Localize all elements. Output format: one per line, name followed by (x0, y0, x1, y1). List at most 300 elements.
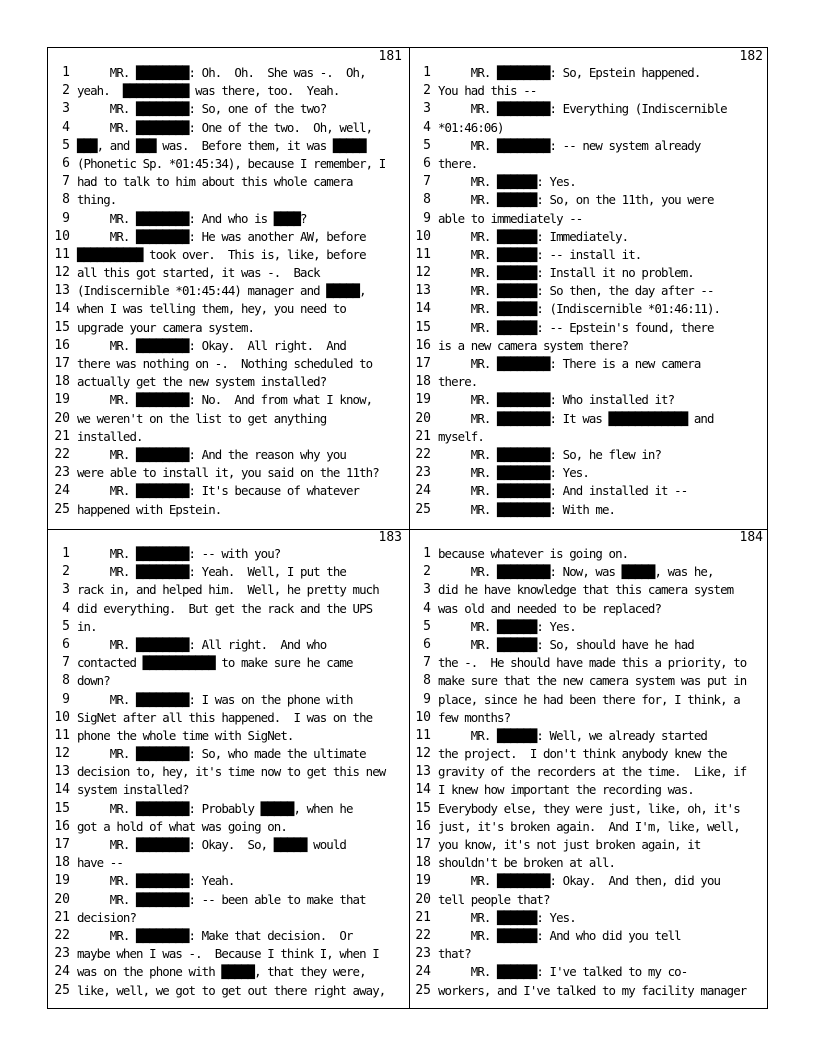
line-number: 3 (423, 101, 431, 117)
transcript-line (48, 210, 408, 228)
line-number: 16 (54, 818, 70, 834)
line-text: because whatever is going on. (438, 546, 629, 561)
transcript-line (409, 446, 769, 464)
transcript-line (48, 391, 408, 409)
line-number: 14 (54, 301, 70, 317)
line-text: decision to, hey, it's time now to get this new (77, 764, 386, 780)
transcript-line (409, 781, 769, 799)
transcript-line (409, 727, 769, 745)
line-number: 1 (423, 65, 431, 80)
line-text: MR. ████████: Probably █████, when he (77, 800, 353, 816)
line-text: have -- (77, 855, 123, 871)
line-text: MR. ████████: No. And from what I know, (77, 392, 373, 408)
transcript-line (48, 745, 408, 763)
line-text: MR. ████████: I was on the phone with (77, 691, 353, 707)
transcript-line (409, 464, 769, 482)
transcript-line (409, 210, 769, 228)
line-number: 13 (54, 764, 70, 780)
line-text: MR. ████████: -- with you? (77, 546, 281, 561)
line-text: MR. ████████: Okay. All right. And (77, 337, 346, 353)
transcript-line (409, 264, 769, 282)
line-number: 6 (423, 636, 431, 652)
line-text: myself. (438, 428, 484, 444)
line-number: 11 (54, 727, 70, 743)
transcript-line (48, 82, 408, 100)
transcript-line (48, 654, 408, 672)
line-number: 17 (54, 837, 70, 852)
line-text: had to talk to him about this whole camera (77, 174, 353, 190)
line-text: when I was telling them, hey, you need to (77, 301, 346, 317)
line-number: 3 (62, 582, 70, 598)
line-text: we weren't on the list to get anything (77, 410, 327, 426)
transcript-line (409, 337, 769, 355)
line-number: 5 (62, 137, 70, 153)
transcript-line (409, 836, 769, 854)
line-number: 2 (423, 83, 431, 99)
transcript-line (48, 228, 408, 246)
transcript-line (409, 800, 769, 818)
transcript-line (409, 410, 769, 428)
line-text: MR. ████████: Okay. So, █████ would (77, 837, 346, 852)
transcript-line (409, 482, 769, 500)
line-number: 16 (54, 337, 70, 353)
line-text: the -. He should have made this a priority, to (438, 655, 747, 671)
transcript-line (48, 410, 408, 428)
line-number: 17 (54, 356, 70, 371)
line-number: 7 (423, 655, 431, 671)
transcript-line (48, 545, 408, 563)
line-number: 15 (54, 319, 70, 335)
line-number: 20 (54, 410, 70, 426)
transcript-line (409, 891, 769, 909)
transcript-line (409, 618, 769, 636)
line-text: MR. ████████: So, he flew in? (438, 446, 662, 462)
line-number: 7 (62, 174, 70, 190)
line-text: MR. ████████: Yeah. (77, 873, 235, 889)
transcript-line (409, 672, 769, 690)
transcript-line (48, 563, 408, 581)
line-text: that? (438, 946, 471, 962)
line-number: 3 (62, 101, 70, 117)
line-number: 20 (54, 891, 70, 907)
line-number: 12 (54, 265, 70, 281)
line-text: tell people that? (438, 891, 550, 907)
line-text: MR. ████████: Make that decision. Or (77, 927, 353, 943)
transcript-line (409, 191, 769, 209)
line-text: got a hold of what was going on. (77, 818, 287, 834)
line-number: 1 (423, 546, 431, 561)
line-number: 25 (54, 501, 70, 517)
line-text: MR. ██████: I've talked to my co- (438, 964, 688, 980)
line-number: 13 (415, 283, 431, 299)
line-text: MR. ████████: And who is ████? (77, 210, 307, 226)
line-number: 10 (415, 228, 431, 244)
line-number: 1 (62, 546, 70, 561)
transcript-line (48, 963, 408, 981)
transcript-line (48, 319, 408, 337)
line-text: MR. ██████: Immediately. (438, 228, 629, 244)
transcript-line (409, 373, 769, 391)
transcript-line (48, 137, 408, 155)
line-number: 3 (423, 582, 431, 598)
transcript-line (409, 228, 769, 246)
line-text: was on the phone with █████, that they were, (77, 964, 366, 980)
line-text: contacted ███████████ to make sure he came (77, 655, 353, 671)
line-number: 19 (415, 873, 431, 889)
line-text: MR. ██████: Install it no problem. (438, 265, 694, 281)
line-number: 9 (423, 691, 431, 707)
line-number: 19 (415, 392, 431, 408)
line-number: 6 (423, 155, 431, 171)
transcript-line (48, 581, 408, 599)
transcript-line (409, 945, 769, 963)
line-number: 7 (62, 655, 70, 671)
transcript-page-184 (409, 529, 769, 1009)
transcript-line (409, 64, 769, 82)
line-text: down? (77, 673, 110, 689)
line-number: 7 (423, 174, 431, 190)
line-number: 21 (415, 428, 431, 444)
line-text: MR. ████████: All right. And who (77, 636, 327, 652)
line-number: 23 (415, 946, 431, 962)
transcript-line (409, 600, 769, 618)
line-text: MR. ████████: And the reason why you (77, 446, 346, 462)
transcript-line (409, 563, 769, 581)
transcript-line (409, 927, 769, 945)
transcript-line (48, 836, 408, 854)
transcript-line (48, 191, 408, 209)
line-list (48, 64, 408, 519)
line-text: phone the whole time with SigNet. (77, 727, 294, 743)
line-number: 18 (415, 855, 431, 871)
line-number: 19 (54, 873, 70, 889)
line-number: 12 (415, 265, 431, 281)
line-text: MR. ████████: One of the two. Oh, well, (77, 119, 373, 135)
transcript-line (409, 872, 769, 890)
line-text: (Phonetic Sp. *01:45:34), because I remember, I (77, 155, 386, 171)
line-number: 24 (54, 964, 70, 980)
line-text: just, it's broken again. And I'm, like, well, (438, 818, 740, 834)
line-list (409, 545, 769, 1000)
line-number: 11 (415, 246, 431, 262)
line-number: 21 (54, 909, 70, 925)
transcript-line (48, 64, 408, 82)
transcript-line (48, 428, 408, 446)
page-number: 184 (739, 530, 763, 545)
line-text: installed. (77, 428, 143, 444)
line-text: MR. ████████: It's because of whatever (77, 483, 360, 499)
line-number: 18 (54, 374, 70, 390)
line-text: MR. ████████: Who installed it? (438, 392, 675, 408)
line-text: MR. ██████: So, on the 11th, you were (438, 192, 714, 208)
line-number: 22 (415, 446, 431, 462)
transcript-line (48, 173, 408, 191)
line-text: shouldn't be broken at all. (438, 855, 616, 871)
line-number: 22 (415, 927, 431, 943)
line-number: 13 (415, 764, 431, 780)
line-text: MR. ██████: Yes. (438, 618, 576, 634)
page-number: 183 (378, 530, 402, 545)
line-text: MR. ████████: Okay. And then, did you (438, 873, 721, 889)
line-text: system installed? (77, 782, 189, 798)
line-text: few months? (438, 709, 511, 725)
line-number: 6 (62, 155, 70, 171)
line-text: MR. ████████: There is a new camera (438, 356, 701, 371)
transcript-line (48, 982, 408, 1000)
line-number: 18 (415, 374, 431, 390)
line-text: MR. ██████: Yes. (438, 909, 576, 925)
transcript-line (409, 355, 769, 373)
transcript-line (409, 428, 769, 446)
line-text: maybe when I was -. Because I think I, when I (77, 946, 379, 962)
line-number: 25 (54, 982, 70, 998)
line-text: *01:46:06) (438, 119, 504, 135)
transcript-line (409, 82, 769, 100)
line-text: MR. ████████: So, Epstein happened. (438, 65, 701, 80)
line-text: Everybody else, they were just, like, oh, it's (438, 800, 740, 816)
line-text: MR. ██████: Yes. (438, 174, 576, 190)
line-number: 22 (54, 446, 70, 462)
line-text: all this got started, it was -. Back (77, 265, 320, 281)
line-text: place, since he had been there for, I think, a (438, 691, 740, 707)
line-text: was old and needed to be replaced? (438, 600, 662, 616)
line-text: in. (77, 618, 97, 634)
transcript-line (409, 545, 769, 563)
line-number: 8 (62, 673, 70, 689)
line-text: able to immediately -- (438, 210, 583, 226)
transcript-line (48, 872, 408, 890)
line-number: 16 (415, 337, 431, 353)
line-text: workers, and I've talked to my facility manager (438, 982, 747, 998)
line-number: 6 (62, 636, 70, 652)
line-text: there. (438, 155, 478, 171)
page-number: 181 (378, 49, 402, 64)
line-number: 20 (415, 410, 431, 426)
line-text: MR. ████████: It was ████████████ and (438, 410, 714, 426)
line-number: 21 (415, 909, 431, 925)
line-number: 11 (415, 727, 431, 743)
transcript-line (409, 173, 769, 191)
line-number: 16 (415, 818, 431, 834)
transcript-line (409, 100, 769, 118)
transcript-line (48, 818, 408, 836)
line-text: were able to install it, you said on the 11th? (77, 465, 379, 481)
line-number: 10 (54, 228, 70, 244)
line-text: make sure that the new camera system was put in (438, 673, 747, 689)
transcript-line (409, 982, 769, 1000)
transcript-line (48, 854, 408, 872)
line-text: ██████████ took over. This is, like, before (77, 246, 366, 262)
line-text: MR. ██████: So, should have he had (438, 636, 694, 652)
transcript-line (48, 464, 408, 482)
transcript-line (409, 282, 769, 300)
transcript-sheet (47, 47, 768, 1009)
line-number: 5 (423, 618, 431, 634)
line-text: upgrade your camera system. (77, 319, 255, 335)
line-number: 23 (415, 465, 431, 481)
line-number: 5 (423, 137, 431, 153)
line-text: rack in, and helped him. Well, he pretty much (77, 582, 379, 598)
line-text: MR. ██████: (Indiscernible *01:46:11). (438, 301, 721, 317)
line-text: MR. ██████: Well, we already started (438, 727, 707, 743)
line-text: thing. (77, 192, 117, 208)
line-text: SigNet after all this happened. I was on the (77, 709, 373, 725)
line-number: 24 (415, 483, 431, 499)
line-text: actually get the new system installed? (77, 374, 327, 390)
line-number: 24 (54, 483, 70, 499)
transcript-line (409, 155, 769, 173)
transcript-line (409, 963, 769, 981)
line-number: 9 (423, 210, 431, 226)
transcript-line (48, 300, 408, 318)
line-text: the project. I don't think anybody knew the (438, 746, 727, 762)
transcript-line (48, 927, 408, 945)
line-text: MR. ████████: -- new system already (438, 137, 701, 153)
line-number: 1 (62, 65, 70, 80)
transcript-line (409, 709, 769, 727)
transcript-line (409, 119, 769, 137)
transcript-line (48, 373, 408, 391)
transcript-line (48, 600, 408, 618)
transcript-line (48, 800, 408, 818)
line-text: MR. ██████: -- Epstein's found, there (438, 319, 714, 335)
line-text: MR. ████████: So, one of the two? (77, 101, 327, 117)
transcript-line (48, 763, 408, 781)
line-number: 23 (54, 946, 70, 962)
line-text: MR. ████████: With me. (438, 501, 616, 517)
transcript-line (48, 781, 408, 799)
transcript-line (48, 100, 408, 118)
line-number: 4 (62, 119, 70, 135)
line-number: 13 (54, 283, 70, 299)
line-number: 14 (415, 782, 431, 798)
transcript-page-182 (409, 48, 769, 528)
line-text: MR. ██████: And who did you tell (438, 927, 681, 943)
transcript-line (409, 636, 769, 654)
line-number: 22 (54, 927, 70, 943)
line-number: 2 (62, 564, 70, 580)
line-number: 15 (54, 800, 70, 816)
transcript-line (409, 909, 769, 927)
transcript-line (409, 391, 769, 409)
line-list (409, 64, 769, 519)
line-number: 10 (415, 709, 431, 725)
line-text: like, well, we got to get out there right away, (77, 982, 386, 998)
line-text: MR. ████████: So, who made the ultimate (77, 746, 366, 762)
transcript-line (48, 636, 408, 654)
line-text: is a new camera system there? (438, 337, 629, 353)
transcript-line (48, 155, 408, 173)
line-text: gravity of the recorders at the time. Like, if (438, 764, 747, 780)
line-text: MR. ██████: -- install it. (438, 246, 642, 262)
line-number: 12 (54, 746, 70, 762)
page-number: 182 (739, 49, 763, 64)
line-text: MR. ████████: Now, was █████, was he, (438, 564, 714, 580)
transcript-line (48, 119, 408, 137)
transcript-line (48, 909, 408, 927)
line-text: (Indiscernible *01:45:44) manager and █████, (77, 283, 366, 299)
line-number: 4 (62, 600, 70, 616)
line-text: MR. ████████: And installed it -- (438, 483, 688, 499)
line-number: 23 (54, 465, 70, 481)
line-text: did he have knowledge that this camera system (438, 582, 734, 598)
line-number: 8 (423, 673, 431, 689)
line-number: 14 (415, 301, 431, 317)
line-text: MR. ████████: Yes. (438, 465, 589, 481)
line-number: 15 (415, 319, 431, 335)
transcript-line (409, 854, 769, 872)
line-text: happened with Epstein. (77, 501, 222, 517)
transcript-line (48, 482, 408, 500)
line-text: decision? (77, 909, 137, 925)
line-text: ███, and ███ was. Before them, it was █████ (77, 137, 366, 153)
transcript-line (48, 691, 408, 709)
line-number: 17 (415, 837, 431, 852)
line-number: 4 (423, 600, 431, 616)
transcript-line (409, 818, 769, 836)
transcript-line (48, 355, 408, 373)
transcript-line (409, 501, 769, 519)
transcript-line (409, 654, 769, 672)
transcript-line (48, 246, 408, 264)
line-number: 9 (62, 210, 70, 226)
line-number: 2 (423, 564, 431, 580)
line-text: yeah. ██████████ was there, too. Yeah. (77, 83, 340, 99)
transcript-line (48, 891, 408, 909)
line-number: 11 (54, 246, 70, 262)
transcript-line (48, 727, 408, 745)
transcript-line (48, 672, 408, 690)
line-number: 9 (62, 691, 70, 707)
transcript-line (409, 137, 769, 155)
transcript-line (48, 945, 408, 963)
line-number: 5 (62, 618, 70, 634)
line-number: 17 (415, 356, 431, 371)
line-text: there was nothing on -. Nothing scheduled to (77, 356, 373, 371)
line-number: 19 (54, 392, 70, 408)
line-text: I knew how important the recording was. (438, 782, 694, 798)
line-number: 8 (423, 192, 431, 208)
line-text: You had this -- (438, 83, 537, 99)
line-number: 21 (54, 428, 70, 444)
line-number: 8 (62, 192, 70, 208)
line-number: 12 (415, 746, 431, 762)
line-number: 24 (415, 964, 431, 980)
transcript-line (48, 264, 408, 282)
line-number: 15 (415, 800, 431, 816)
line-number: 25 (415, 501, 431, 517)
line-text: MR. ██████: So then, the day after -- (438, 283, 714, 299)
line-number: 10 (54, 709, 70, 725)
transcript-line (409, 300, 769, 318)
line-text: MR. ████████: Yeah. Well, I put the (77, 564, 346, 580)
transcript-line (48, 282, 408, 300)
line-number: 25 (415, 982, 431, 998)
line-number: 20 (415, 891, 431, 907)
line-text: MR. ████████: He was another AW, before (77, 228, 366, 244)
line-text: MR. ████████: Oh. Oh. She was -. Oh, (77, 65, 366, 80)
transcript-line (409, 763, 769, 781)
line-number: 2 (62, 83, 70, 99)
transcript-line (409, 319, 769, 337)
transcript-page-181 (48, 48, 408, 528)
transcript-line (48, 446, 408, 464)
line-text: there. (438, 374, 478, 390)
transcript-line (409, 691, 769, 709)
transcript-line (409, 581, 769, 599)
line-text: MR. ████████: -- been able to make that (77, 891, 366, 907)
transcript-line (48, 709, 408, 727)
